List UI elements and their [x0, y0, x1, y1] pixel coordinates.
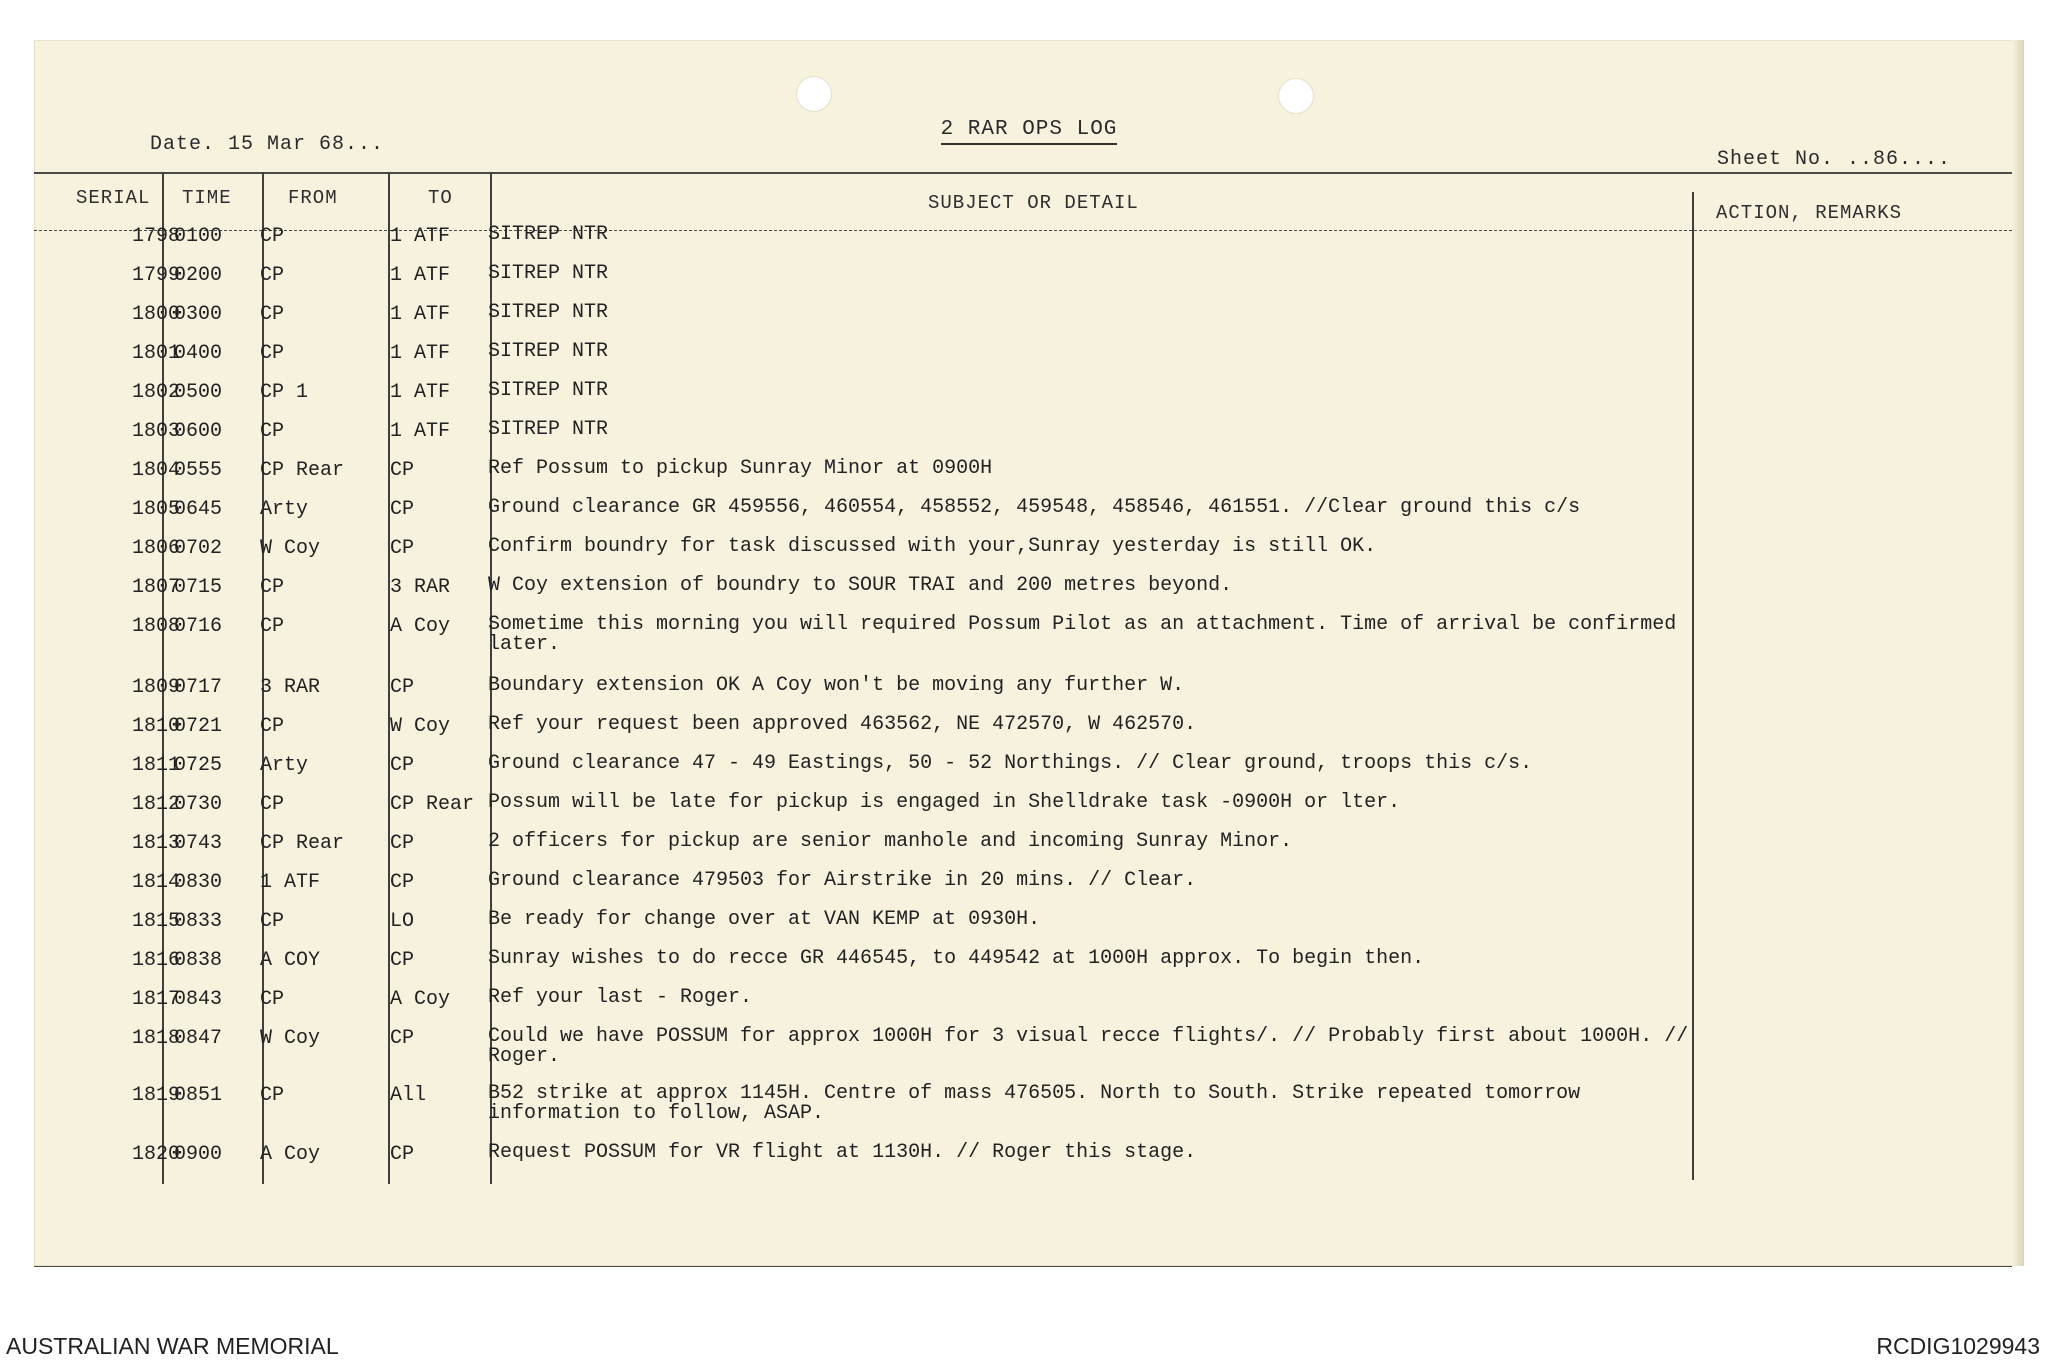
subject-cell: Sunray wishes to do recce GR 446545, to 449542 at 1000H approx. To begin then. — [488, 947, 1425, 970]
time-cell: 0400 — [174, 342, 223, 365]
time-cell: 0717 — [174, 676, 223, 699]
serial-cell: 1799 — [131, 264, 180, 287]
to-cell: 1 ATF — [390, 420, 451, 443]
subject-cell: SITREP NTR — [488, 223, 609, 246]
subject-cell: SITREP NTR — [488, 262, 609, 285]
subject-cell: Confirm boundry for task discussed with your,Sunray yesterday is still OK. — [488, 535, 1377, 558]
to-cell: 1 ATF — [390, 342, 451, 365]
footer-institution: AUSTRALIAN WAR MEMORIAL — [6, 1333, 339, 1359]
time-cell: 0702 — [174, 537, 223, 560]
serial-cell: 1816 — [131, 949, 180, 972]
table-row — [34, 910, 2024, 948]
subject-cell: W Coy extension of boundry to SOUR TRAI and 200 metres beyond. — [488, 574, 1233, 597]
to-cell: 3 RAR — [390, 576, 451, 599]
table-row — [34, 988, 2024, 1026]
table-row — [34, 1025, 2024, 1068]
serial-cell: 1804 — [131, 459, 180, 482]
paper-edge — [2012, 40, 2024, 1266]
header-from: FROM — [288, 187, 338, 209]
header-subject: SUBJECT OR DETAIL — [928, 192, 1139, 214]
time-cell: 0838 — [174, 949, 223, 972]
time-cell: 0851 — [174, 1084, 223, 1107]
header-to: TO — [428, 187, 453, 209]
document-title: 2 RAR OPS LOG — [34, 118, 2024, 141]
subject-cell: Ground clearance 47 - 49 Eastings, 50 - 52 Northings. // Clear ground, troops this c/s. — [488, 752, 1533, 775]
serial-cell: 1820 — [131, 1143, 180, 1166]
to-cell: A Coy — [390, 615, 451, 638]
from-cell: CP — [260, 910, 285, 933]
to-cell: CP — [390, 1143, 415, 1166]
punch-hole-right — [1278, 78, 1314, 114]
time-cell: 0500 — [174, 381, 223, 404]
table-row — [34, 303, 2024, 341]
table-row — [34, 225, 2024, 263]
serial-cell: 1802 — [131, 381, 180, 404]
serial-cell: 1798 — [131, 225, 180, 248]
punch-hole-left — [796, 76, 832, 112]
from-cell: W Coy — [260, 1027, 321, 1050]
serial-cell: 1812 — [131, 793, 180, 816]
table-row — [34, 1082, 2024, 1125]
serial-cell: 1818 — [131, 1027, 180, 1050]
from-cell: CP — [260, 225, 285, 248]
to-cell: CP Rear — [390, 793, 475, 816]
table-row — [34, 949, 2024, 987]
from-cell: CP — [260, 615, 285, 638]
to-cell: CP — [390, 498, 415, 521]
subject-cell: 2 officers for pickup are senior manhole and incoming Sunray Minor. — [488, 830, 1293, 853]
from-cell: Arty — [260, 754, 309, 777]
to-cell: W Coy — [390, 715, 451, 738]
subject-cell: SITREP NTR — [488, 379, 609, 402]
from-cell: CP — [260, 342, 285, 365]
serial-cell: 1805 — [131, 498, 180, 521]
from-cell: CP — [260, 264, 285, 287]
serial-cell: 1814 — [131, 871, 180, 894]
serial-cell: 1808 — [131, 615, 180, 638]
to-cell: CP — [390, 1027, 415, 1050]
subject-cell: Sometime this morning you will required Possum Pilot as an attachment. Time of arrival be confirmed later. — [488, 613, 1677, 656]
table-row — [34, 264, 2024, 302]
time-cell: 0725 — [174, 754, 223, 777]
table-row — [34, 576, 2024, 614]
table-row — [34, 715, 2024, 753]
from-cell: W Coy — [260, 537, 321, 560]
to-cell: CP — [390, 676, 415, 699]
header-remarks: ACTION, REMARKS — [1716, 202, 1903, 224]
serial-cell: 1819 — [131, 1084, 180, 1107]
table-row — [34, 381, 2024, 419]
from-cell: Arty — [260, 498, 309, 521]
serial-cell: 1806 — [131, 537, 180, 560]
subject-cell: Be ready for change over at VAN KEMP at 0930H. — [488, 908, 1041, 931]
to-cell: 1 ATF — [390, 264, 451, 287]
time-cell: 0715 — [174, 576, 223, 599]
subject-cell: Possum will be late for pickup is engaged in Shelldrake task -0900H or lter. — [488, 791, 1401, 814]
serial-cell: 1810 — [131, 715, 180, 738]
time-cell: 0830 — [174, 871, 223, 894]
to-cell: All — [390, 1084, 427, 1107]
subject-cell: Ref your request been approved 463562, NE 472570, W 462570. — [488, 713, 1197, 736]
to-cell: CP — [390, 832, 415, 855]
table-row — [34, 498, 2024, 536]
subject-cell: Ref your last - Roger. — [488, 986, 753, 1009]
table-row — [34, 537, 2024, 575]
from-cell: CP — [260, 793, 285, 816]
from-cell: CP — [260, 1084, 285, 1107]
time-cell: 0300 — [174, 303, 223, 326]
serial-cell: 1809 — [131, 676, 180, 699]
table-row — [34, 1143, 2024, 1181]
time-cell: 0721 — [174, 715, 223, 738]
from-cell: CP — [260, 576, 285, 599]
time-cell: 0900 — [174, 1143, 223, 1166]
to-cell: 1 ATF — [390, 225, 451, 248]
from-cell: CP Rear — [260, 832, 345, 855]
subject-cell: Boundary extension OK A Coy won't be moving any further W. — [488, 674, 1185, 697]
table-row — [34, 420, 2024, 458]
time-cell: 0600 — [174, 420, 223, 443]
serial-cell: 1817 — [131, 988, 180, 1011]
from-cell: CP Rear — [260, 459, 345, 482]
time-cell: 0200 — [174, 264, 223, 287]
subject-cell: SITREP NTR — [488, 340, 609, 363]
subject-cell: Request POSSUM for VR flight at 1130H. // Roger this stage. — [488, 1141, 1197, 1164]
to-cell: LO — [390, 910, 415, 933]
table-row — [34, 754, 2024, 792]
log-date: Date. 15 Mar 68... — [150, 133, 385, 156]
table-row — [34, 871, 2024, 909]
serial-cell: 1815 — [131, 910, 180, 933]
table-row — [34, 459, 2024, 497]
subject-cell: SITREP NTR — [488, 301, 609, 324]
serial-cell: 1800 — [131, 303, 180, 326]
subject-cell: B52 strike at approx 1145H. Centre of mass 476505. North to South. Strike repeated tomorrow information to follow, ASAP. — [488, 1082, 1581, 1125]
time-cell: 0100 — [174, 225, 223, 248]
from-cell: 1 ATF — [260, 871, 321, 894]
from-cell: 3 RAR — [260, 676, 321, 699]
subject-cell: Ground clearance GR 459556, 460554, 458552, 459548, 458546, 461551. //Clear ground this c/s — [488, 496, 1581, 519]
sheet-number: Sheet No. ..86.... — [1717, 148, 1952, 171]
to-cell: CP — [390, 537, 415, 560]
time-cell: 0833 — [174, 910, 223, 933]
table-row — [34, 342, 2024, 380]
from-cell: A Coy — [260, 1143, 321, 1166]
time-cell: 0847 — [174, 1027, 223, 1050]
serial-cell: 1807 — [131, 576, 180, 599]
time-cell: 0555 — [174, 459, 223, 482]
from-cell: CP 1 — [260, 381, 309, 404]
log-sheet — [34, 40, 2024, 1266]
from-cell: CP — [260, 988, 285, 1011]
time-cell: 0730 — [174, 793, 223, 816]
to-cell: CP — [390, 871, 415, 894]
to-cell: CP — [390, 754, 415, 777]
table-row — [34, 676, 2024, 714]
header-serial: SERIAL — [76, 187, 151, 209]
to-cell: CP — [390, 949, 415, 972]
table-row — [34, 832, 2024, 870]
to-cell: 1 ATF — [390, 303, 451, 326]
subject-cell: SITREP NTR — [488, 418, 609, 441]
subject-cell: Ground clearance 479503 for Airstrike in 20 mins. // Clear. — [488, 869, 1197, 892]
from-cell: CP — [260, 715, 285, 738]
footer-record-id: RCDIG1029943 — [1876, 1333, 2040, 1359]
to-cell: A Coy — [390, 988, 451, 1011]
time-cell: 0645 — [174, 498, 223, 521]
header-time: TIME — [182, 187, 232, 209]
to-cell: 1 ATF — [390, 381, 451, 404]
time-cell: 0716 — [174, 615, 223, 638]
subject-cell: Could we have POSSUM for approx 1000H for 3 visual recce flights/. // Probably first about 1000H. // Roger. — [488, 1025, 1689, 1068]
from-cell: CP — [260, 303, 285, 326]
serial-cell: 1801 — [131, 342, 180, 365]
time-cell: 0743 — [174, 832, 223, 855]
from-cell: A COY — [260, 949, 321, 972]
table-row — [34, 613, 2024, 656]
from-cell: CP — [260, 420, 285, 443]
to-cell: CP — [390, 459, 415, 482]
subject-cell: Ref Possum to pickup Sunray Minor at 0900H — [488, 457, 993, 480]
serial-cell: 1813 — [131, 832, 180, 855]
serial-cell: 1811 — [131, 754, 180, 777]
time-cell: 0843 — [174, 988, 223, 1011]
table-bottom-rule — [34, 1266, 2012, 1267]
serial-cell: 1803 — [131, 420, 180, 443]
table-row — [34, 793, 2024, 831]
header-top-rule — [34, 172, 2012, 174]
